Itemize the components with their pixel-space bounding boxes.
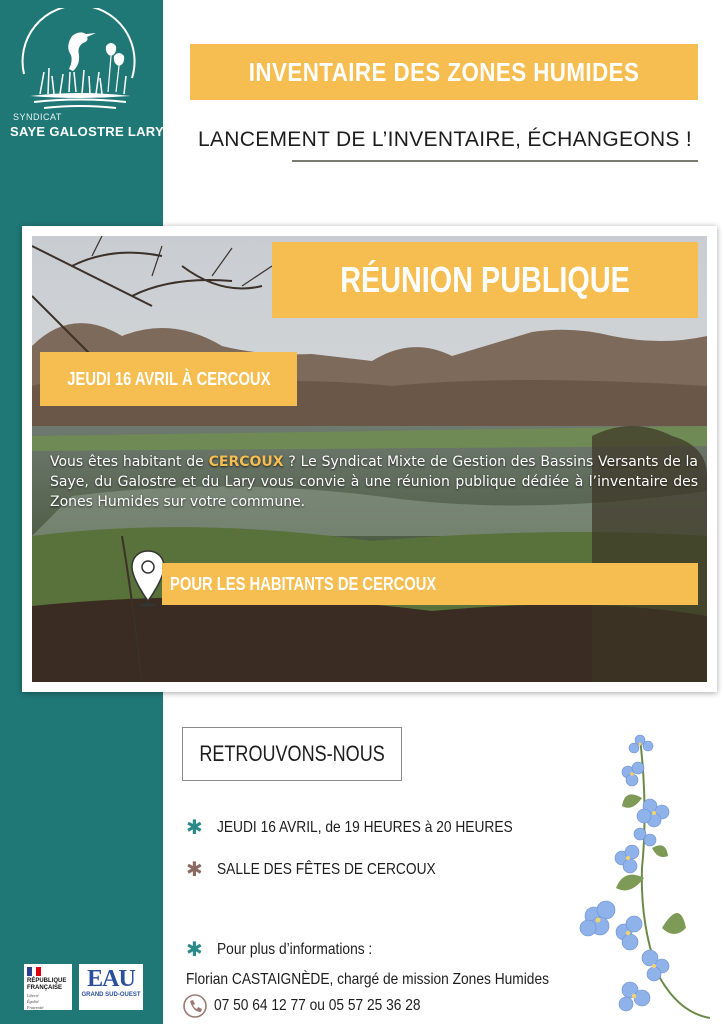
phone-icon: [182, 993, 208, 1019]
audience-banner-label: POUR LES HABITANTS DE CERCOUX: [170, 573, 437, 594]
contact-name: Florian CASTAIGNÈDE, chargé de mission Zones Humides: [186, 971, 549, 988]
retrouvons-heading-box: [182, 727, 402, 781]
forget-me-not-icon: [570, 728, 720, 1020]
subtitle: LANCEMENT DE L’INVENTAIRE, ÉCHANGEONS !: [197, 128, 693, 151]
retrouvons-heading: RETROUVONS-NOUS: [199, 741, 385, 766]
republique-francaise-logo: [24, 964, 72, 1010]
logo-name: SAYE GALOSTRE LARY: [10, 124, 164, 139]
info-where-text: SALLE DES FÊTES DE CERCOUX: [216, 861, 436, 878]
title-banner: [190, 44, 698, 100]
republique-line-1: RÉPUBLIQUE: [27, 978, 67, 984]
info-when-text: JEUDI 16 AVRIL, de 19 HEURES à 20 HEURES: [216, 819, 513, 836]
audience-banner: [162, 563, 698, 605]
star-icon: ✱: [186, 939, 203, 961]
intro-text-before: Vous êtes habitant de: [50, 454, 209, 470]
info-where: [186, 860, 471, 880]
french-flag-icon: [27, 967, 41, 976]
star-icon: ✱: [186, 817, 203, 839]
motto-liberte: Liberté: [27, 993, 39, 998]
phone-row: [182, 993, 454, 1019]
phone-numbers: 07 50 64 12 77 ou 05 57 25 36 28: [214, 997, 421, 1014]
logo-small-label: SYNDICAT: [13, 112, 62, 122]
intro-commune-highlight: CERCOUX: [208, 454, 284, 470]
motto-egalite: Égalité: [27, 999, 39, 1004]
reunion-publique-label: RÉUNION PUBLIQUE: [340, 259, 630, 300]
republique-line-2: FRANÇAISE: [27, 985, 63, 991]
heron-icon: [20, 8, 140, 112]
date-banner: [40, 352, 297, 406]
info-more-text: Pour plus d’informations :: [216, 941, 373, 958]
subtitle-divider: [292, 160, 698, 162]
reunion-publique-banner: [272, 242, 698, 318]
syndicat-logo: [10, 8, 164, 148]
star-icon: ✱: [186, 859, 203, 881]
intro-paragraph: [50, 452, 698, 512]
info-more: [186, 940, 397, 960]
info-when: [186, 818, 561, 838]
page-title: INVENTAIRE DES ZONES HUMIDES: [248, 56, 640, 87]
motto-fraternite: Fraternité: [27, 1005, 44, 1010]
eau-grand-sud-ouest-logo: [79, 964, 143, 1010]
eau-logo-sub: GRAND SUD-OUEST: [81, 992, 141, 998]
eau-logo-main: EAU: [87, 966, 135, 992]
intro-text-after: ? Le Syndicat Mixte de Gestion des Bassins Versants de la Saye, du Galostre et du Lary vous convie à une réunion publique dédiée à l’inventaire des Zones Humides sur votre commune.: [50, 454, 698, 510]
date-banner-label: JEUDI 16 AVRIL À CERCOUX: [66, 368, 271, 389]
